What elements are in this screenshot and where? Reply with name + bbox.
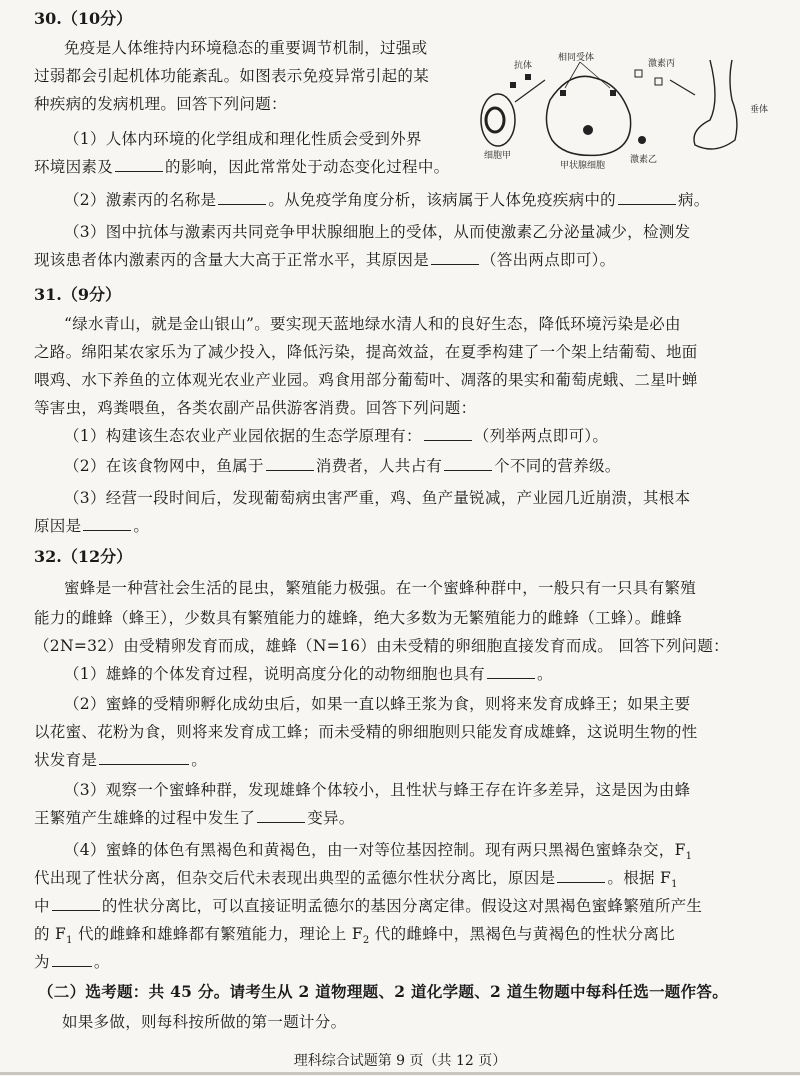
answer-blank	[257, 808, 305, 823]
q30-heading: 30.（10分）	[34, 9, 133, 28]
q32-sub2-line3: 状发育是 。	[34, 751, 208, 769]
q32-sub3-line1: （3）观察一个蜜蜂种群，发现雄蜂个体较小，且性状与蜂王存在许多差异，这是因为由蜂	[64, 781, 691, 799]
q32-sub4-line5: 为 。	[34, 953, 110, 971]
q31-intro-line3: 喂鸡、水下养鱼的立体观光农业产业园。鸡食用部分葡萄叶、凋落的果实和葡萄虎蛾、二星叶蝉	[34, 371, 698, 389]
answer-blank	[487, 664, 535, 679]
q31-sub3-line1: （3）经营一段时间后，发现葡萄病虫害严重，鸡、鱼产量锐减，产业园几近崩溃，其根本	[64, 489, 691, 507]
label-organ: 垂体	[750, 105, 769, 115]
q31-heading: 31.（9分）	[34, 285, 121, 304]
immune-mechanism-figure	[470, 40, 800, 170]
answer-blank	[52, 896, 100, 911]
receptor-mark	[560, 90, 566, 96]
answer-blank	[266, 456, 314, 471]
thyroid-cell-shape	[546, 76, 630, 155]
answer-blank	[99, 750, 189, 765]
q32-sub4-line4: 的 $F_1$ 代的雌蜂和雄蜂都有繁殖能力，理论上 $F_2$ 代的雌蜂中，黑褐色与黄褐色的性状分离比	[34, 925, 675, 947]
q31-intro-line4: 等害虫，鸡粪喂鱼，各类农副产品供游客消费。回答下列问题：	[34, 399, 477, 417]
q32-sub2-line1: （2）蜜蜂的受精卵孵化成幼虫后，如果一直以蜂王浆为食，则将来发育成蜂王；如果主要	[64, 695, 691, 713]
label-thyroid: 甲状腺细胞	[560, 161, 606, 170]
answer-blank	[557, 868, 605, 883]
q32-sub4-line1: （4）蜜蜂的体色有黑褐色和黄褐色，由一对等位基因控制。现有两只黑褐色蜜蜂杂交，$F_1$	[64, 841, 693, 863]
q32-sub3-line2: 王繁殖产生雄蜂的过程中发生了 变异。	[34, 809, 355, 827]
q31-intro-line1: “绿水青山，就是金山银山”。要实现天蓝地绿水清人和的良好生态，降低环境污染是必由	[64, 315, 681, 333]
answer-blank	[431, 250, 479, 265]
q31-sub1: （1）构建该生态农业产业园依据的生态学原理有： （列举两点即可）。	[64, 427, 609, 445]
q32-sub2-line2: 以花蜜、花粉为食，则将来发育成工蜂；而未受精的卵细胞则只能发育成雄蜂，这说明生物的性	[34, 723, 698, 741]
q32-intro-line3: （2N=32）由受精卵发育而成，雄蜂（N=16）由未受精的卵细胞直接发育而成。 回答下列问题：	[34, 637, 729, 655]
q32-sub4-line2: 代出现了性状分离，但杂交后代未表现出典型的孟德尔性状分离比，原因是 。根据 $F_1$	[34, 869, 678, 891]
label-hormone-c: 激素丙	[648, 59, 676, 69]
hormone-c-mark	[635, 70, 642, 77]
antibody-mark	[510, 82, 516, 88]
q30-intro-line1: 免疫是人体维持内环境稳态的重要调节机制，过强或	[64, 39, 428, 57]
cell-a-nucleus	[486, 108, 504, 132]
arrow-line	[670, 80, 695, 95]
answer-blank	[83, 516, 131, 531]
q32-sub1: （1）雄蜂的个体发育过程，说明高度分化的动物细胞也具有 。	[64, 665, 553, 683]
q32-intro-line1: 蜜蜂是一种营社会生活的昆虫，繁殖能力极强。在一个蜜蜂种群中，一般只有一只具有繁殖	[64, 579, 697, 597]
label-cell-a: 细胞甲	[484, 151, 512, 161]
q30-intro-line3: 种疾病的发病机理。回答下列问题：	[34, 95, 287, 113]
q32-intro-line2: 能力的雌蜂（蜂王），少数具有繁殖能力的雄蜂，绝大多数为无繁殖能力的雌蜂（工蜂）。雌蜂	[34, 609, 683, 627]
label-antibody: 抗体	[514, 61, 533, 71]
q30-sub2: （2）激素丙的名称是 。从免疫学角度分析，该病属于人体免疫疾病中的 病。	[64, 191, 710, 209]
section2-line1: （二）选考题：共 45 分。请考生从 2 道物理题、2 道化学题、2 道生物题中每科任选一题作答。	[38, 982, 729, 1001]
answer-blank	[618, 190, 676, 205]
pointer-line	[565, 62, 580, 88]
label-hormone-b: 激素乙	[630, 155, 658, 165]
q31-sub3-line2: 原因是 。	[34, 517, 150, 535]
page-footer: 理科综合试题第 9 页（共 12 页）	[293, 1053, 507, 1069]
pointer-line	[580, 62, 610, 88]
q31-intro-line2: 之路。绵阳某农家乐为了减少投入，降低污染，提高效益，在夏季构建了一个架上结葡萄、地面	[34, 343, 698, 361]
answer-blank	[218, 190, 266, 205]
hormone-c-mark	[655, 78, 662, 85]
q30-sub3-line2: 现该患者体内激素丙的含量大大高于正常水平，其原因是 （答出两点即可）。	[34, 251, 616, 269]
arrow-line	[515, 80, 545, 102]
section2-line2: 如果多做，则每科按所做的第一题计分。	[62, 1013, 347, 1031]
q30-sub1-line1: （1）人体内环境的化学组成和理化性质会受到外界	[64, 130, 422, 148]
receptor-mark	[610, 90, 616, 96]
q32-sub4-line3: 中 的性状分离比，可以直接证明孟德尔的基因分离定律。假设这对黑褐色蜜蜂繁殖所产生	[34, 897, 703, 915]
q31-sub2: （2）在该食物网中，鱼属于 消费者，人共占有 个不同的营养级。	[64, 457, 621, 475]
answer-blank	[115, 157, 163, 172]
antibody-mark	[525, 74, 531, 80]
q30-intro-line2: 过弱都会引起机体功能紊乱。如图表示免疫异常引起的某	[34, 67, 430, 85]
answer-blank	[444, 456, 492, 471]
label-receptor: 相同受体	[558, 53, 595, 63]
q30-sub3-line1: （3）图中抗体与激素丙共同竞争甲状腺细胞上的受体，从而使激素乙分泌量减少，检测发	[64, 223, 691, 241]
answer-blank	[52, 952, 92, 967]
q30-sub1-line2: 环境因素及 的影响，因此常常处于动态变化过程中。	[34, 158, 450, 176]
pituitary-shape	[694, 60, 737, 149]
q32-heading: 32.（12分）	[34, 547, 133, 566]
answer-blank	[424, 426, 472, 441]
hormone-b-dot	[638, 136, 646, 144]
receptor-dot	[583, 125, 593, 135]
footer-divider	[0, 1072, 800, 1075]
